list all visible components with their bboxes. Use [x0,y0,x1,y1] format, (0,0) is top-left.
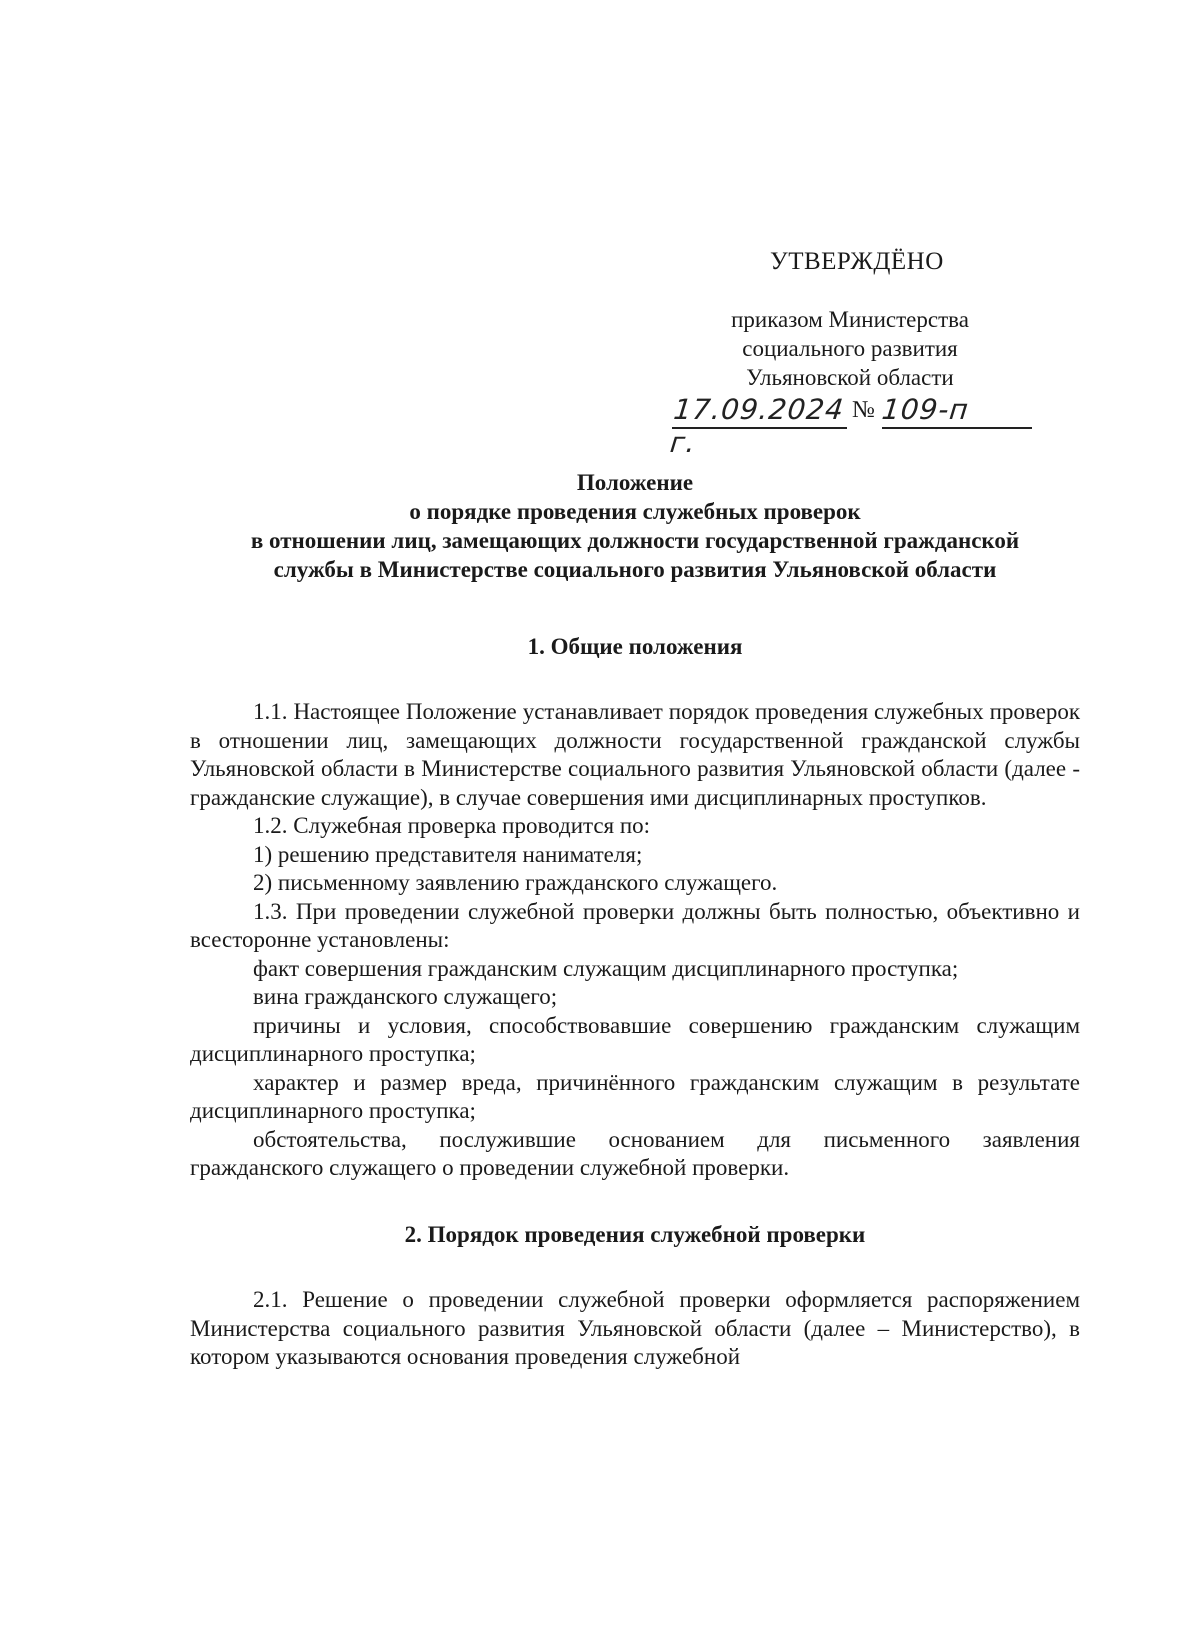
document-title-line: в отношении лиц, замещающих должности государственной гражданской [250,528,1020,553]
paragraph: 2.1. Решение о проведении служебной проверки оформляется распоряжением Министерства социального развития Ульяновской области (далее – Министерство), в котором указываются основания проведения служебной [190,1287,1080,1369]
paragraph: обстоятельства, послужившие основанием для письменного заявления гражданского служащего о проведении служебной проверки. [190,1126,1080,1180]
paragraph: характер и размер вреда, причинённого гражданским служащим в результате дисциплинарного проступка; [190,1069,1080,1123]
paragraph: 2) письменному заявлению гражданского служащего. [253,870,778,895]
document-title-line: Положение [576,470,694,495]
paragraph: 1.2. Служебная проверка проводится по: [253,813,651,838]
paragraph: факт совершения гражданским служащим дисциплинарного проступка; [253,955,959,981]
paragraph: 1.1. Настоящее Положение устанавливает порядок проведения служебных проверок в отношении лиц, замещающих должности государственной гражданской службы Ульяновской области в Министерстве социального развития Ульяновской области (далее - гражданские служащие), в случае совершения ими дисциплинарных проступков. [190,699,1080,810]
approval-line: Ульяновской области [746,365,954,390]
approval-block [700,305,1000,392]
section-2-body [190,1286,1080,1372]
section-2-heading: 2. Порядок проведения служебной проверки [404,1222,866,1247]
approval-title: УТВЕРЖДЁНО [770,248,944,275]
approval-line: приказом Министерства [731,307,969,332]
order-date-handwritten: 17.09.2024 г. [668,393,846,459]
paragraph: причины и условия, способствовавшие совершению гражданским служащим дисциплинарного проступка; [190,1012,1080,1066]
section-1-body [190,698,1080,1183]
order-reference [668,393,1032,459]
order-number-underline [882,427,1032,429]
order-number-sign: № [852,397,875,423]
document-title-line: о порядке проведения служебных проверок [409,499,861,524]
document-title-line: службы в Министерстве социального развития Ульяновской области [273,557,997,582]
order-date-underline [672,427,847,429]
document-title [190,468,1080,584]
order-number-handwritten: 109-п [880,393,971,426]
paragraph: 1.3. При проведении служебной проверки должны быть полностью, объективно и всесторонне установлены: [190,898,1080,952]
paragraph: 1) решению представителя нанимателя; [253,841,643,867]
section-1-heading: 1. Общие положения [527,634,743,659]
paragraph: вина гражданского служащего; [253,984,558,1009]
approval-line: социального развития [742,336,958,361]
